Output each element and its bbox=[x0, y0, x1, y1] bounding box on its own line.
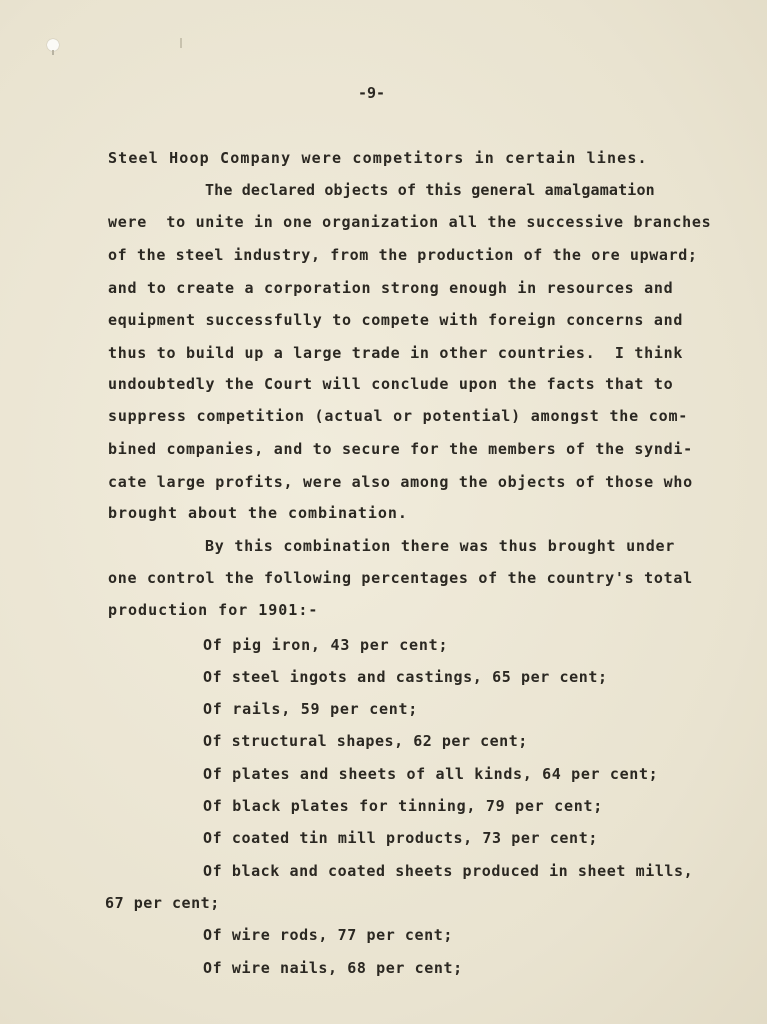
text-line: undoubtedly the Court will conclude upon the facts that to bbox=[108, 375, 674, 393]
text-line: brought about the combination. bbox=[108, 504, 408, 522]
list-item: Of wire rods, 77 per cent; bbox=[203, 926, 453, 944]
list-item: Of coated tin mill products, 73 per cent; bbox=[203, 829, 598, 847]
list-item-continuation: 67 per cent; bbox=[105, 894, 220, 912]
text-line: of the steel industry, from the production of the ore upward; bbox=[108, 246, 698, 264]
list-item: Of black and coated sheets produced in sheet mills, bbox=[203, 862, 694, 880]
list-item: Of steel ingots and castings, 65 per cent; bbox=[203, 668, 608, 686]
list-item: Of plates and sheets of all kinds, 64 per cent; bbox=[203, 765, 659, 783]
list-item: Of wire nails, 68 per cent; bbox=[203, 959, 463, 977]
text-line: equipment successfully to compete with foreign concerns and bbox=[108, 311, 684, 329]
list-item: Of pig iron, 43 per cent; bbox=[203, 636, 449, 654]
text-line: By this combination there was thus brought under bbox=[205, 537, 676, 555]
text-line: The declared objects of this general amalgamation bbox=[205, 181, 655, 199]
text-line: and to create a corporation strong enough in resources and bbox=[108, 279, 674, 297]
text-line: suppress competition (actual or potential) amongst the com- bbox=[108, 407, 689, 425]
text-line: thus to build up a large trade in other countries. I think bbox=[108, 344, 684, 362]
text-line: were to unite in one organization all the successive branches bbox=[108, 213, 712, 231]
list-item: Of rails, 59 per cent; bbox=[203, 700, 419, 718]
text-line: Steel Hoop Company were competitors in certain lines. bbox=[108, 149, 648, 167]
paper-mark bbox=[180, 38, 182, 48]
text-line: production for 1901:- bbox=[108, 601, 319, 619]
punch-hole-mark bbox=[52, 50, 54, 55]
list-item: Of structural shapes, 62 per cent; bbox=[203, 732, 528, 750]
text-line: cate large profits, were also among the objects of those who bbox=[108, 473, 693, 491]
text-line: bined companies, and to secure for the members of the syndi- bbox=[108, 440, 693, 458]
text-line: one control the following percentages of the country's total bbox=[108, 569, 693, 587]
page-number: -9- bbox=[358, 84, 386, 102]
list-item: Of black plates for tinning, 79 per cent; bbox=[203, 797, 603, 815]
